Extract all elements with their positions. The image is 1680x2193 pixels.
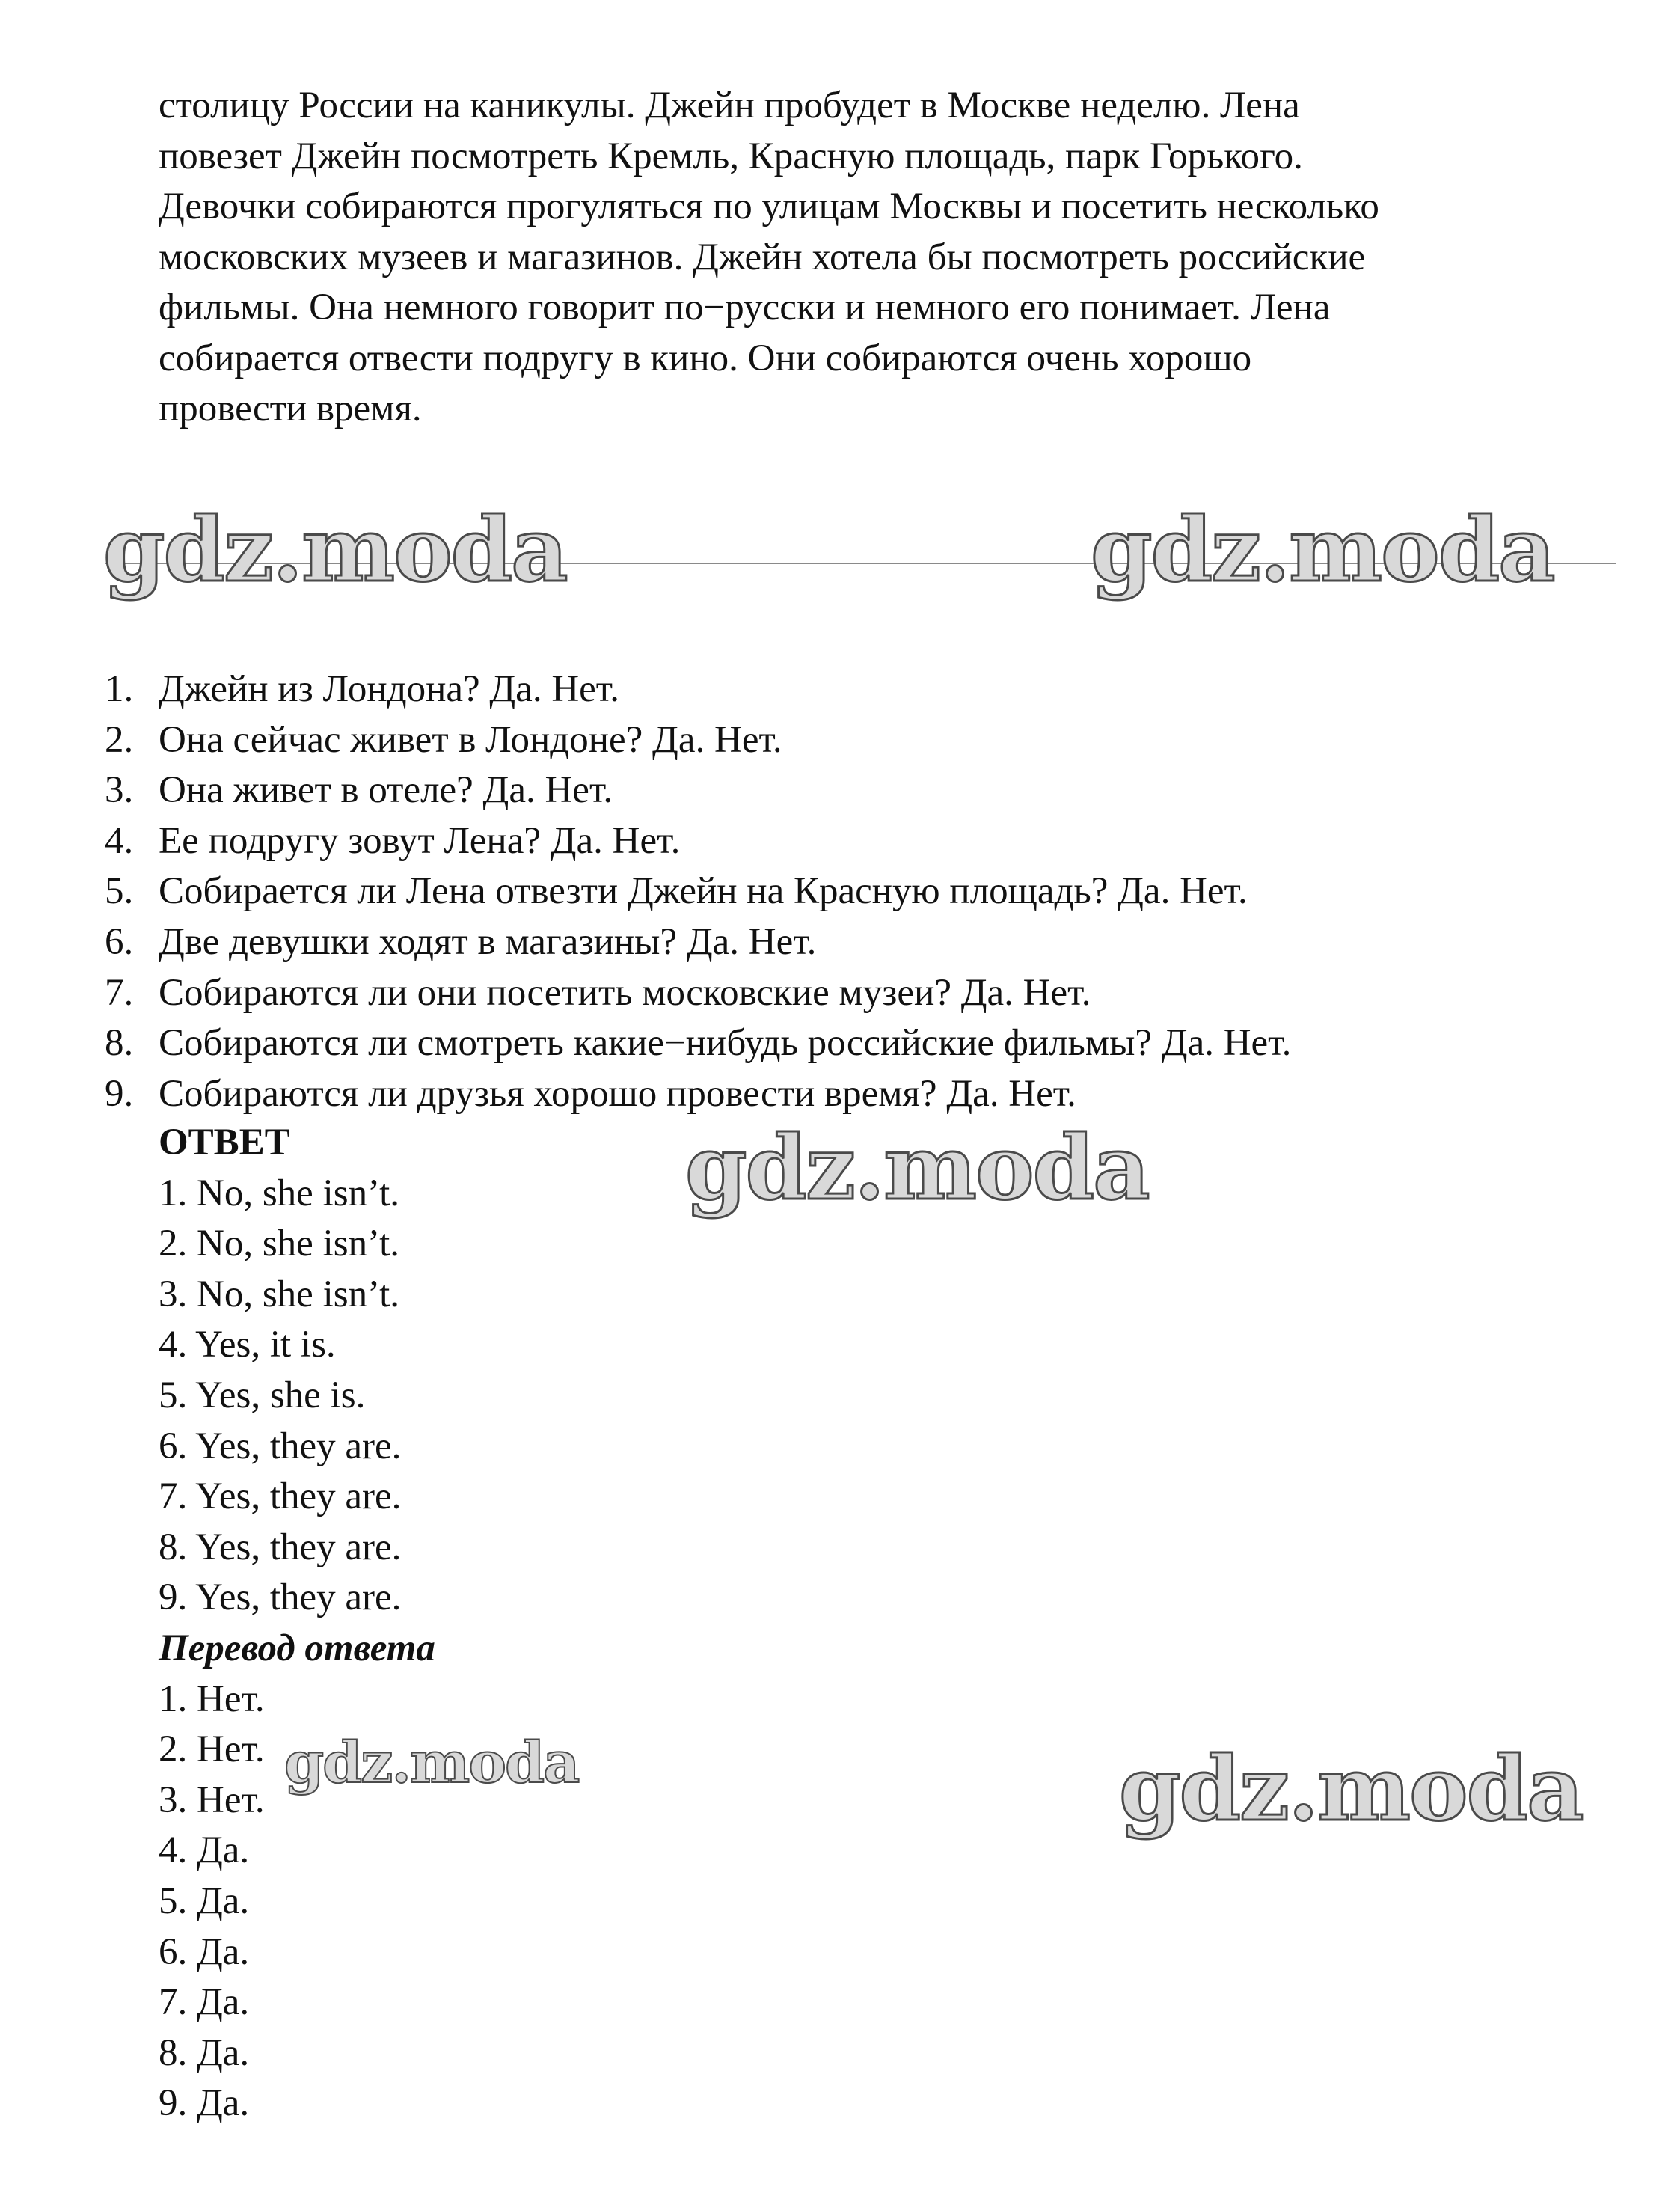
- list-item: [105, 664, 1646, 715]
- list-item: [105, 866, 1646, 917]
- answer-heading: ОТВЕТ: [159, 1122, 290, 1163]
- list-number: 4.: [105, 819, 134, 862]
- question-text: Собираются ли они посетить московские музеи? Да. Нет.: [159, 971, 1091, 1014]
- intro-line: провести время.: [159, 388, 422, 429]
- intro-line: повезет Джейн посмотреть Кремль, Красную площадь, парк Горького.: [159, 135, 1303, 177]
- translation-line: 2. Нет.: [159, 1728, 265, 1771]
- list-item: [105, 765, 1646, 816]
- translation-line: 1. Нет.: [159, 1677, 265, 1720]
- list-number: 3.: [105, 769, 134, 812]
- watermark-logo: gdz.moda: [685, 1116, 1149, 1220]
- question-text: Собираются ли друзья хорошо провести время? Да. Нет.: [159, 1072, 1076, 1115]
- list-item: [105, 917, 1646, 968]
- answer-line: 5. Yes, she is.: [159, 1374, 366, 1416]
- list-number: 9.: [105, 1072, 134, 1115]
- question-text: Она живет в отеле? Да. Нет.: [159, 769, 613, 812]
- answer-line: 9. Yes, they are.: [159, 1576, 402, 1619]
- list-number: 8.: [105, 1022, 134, 1065]
- list-item: [105, 1069, 1646, 1120]
- watermark-logo: gdz.moda: [284, 1729, 579, 1796]
- intro-line: столицу России на каникулы. Джейн пробудет в Москве неделю. Лена: [159, 85, 1300, 126]
- list-number: 6.: [105, 920, 134, 963]
- translation-line: 8. Да.: [159, 2031, 250, 2074]
- answer-line: 4. Yes, it is.: [159, 1324, 336, 1366]
- intro-paragraph: [159, 81, 1625, 435]
- watermark-logo: gdz.moda: [1091, 498, 1554, 602]
- intro-line: московских музеев и магазинов. Джейн хотела бы посмотреть российские: [159, 236, 1366, 278]
- question-text: Ее подругу зовут Лена? Да. Нет.: [159, 819, 681, 862]
- list-number: 2.: [105, 718, 134, 761]
- question-text: Собирается ли Лена отвезти Джейн на Красную площадь? Да. Нет.: [159, 870, 1248, 913]
- translation-line: 7. Да.: [159, 1981, 250, 2024]
- intro-line: собирается отвести подругу в кино. Они собираются очень хорошо: [159, 337, 1252, 379]
- list-number: 1.: [105, 668, 134, 710]
- list-item: [105, 715, 1646, 766]
- list-item: [105, 816, 1646, 867]
- translation-line: 5. Да.: [159, 1880, 250, 1922]
- intro-line: Девочки собираются прогуляться по улицам Москвы и посетить несколько: [159, 186, 1379, 227]
- answer-line: 7. Yes, they are.: [159, 1475, 402, 1518]
- translation-line: 6. Да.: [159, 1930, 250, 1973]
- watermark-logo: gdz.moda: [103, 498, 567, 602]
- answer-line: 6. Yes, they are.: [159, 1425, 402, 1467]
- question-text: Собираются ли смотреть какие−нибудь российские фильмы? Да. Нет.: [159, 1022, 1292, 1065]
- question-text: Джейн из Лондона? Да. Нет.: [159, 668, 619, 710]
- list-number: 5.: [105, 870, 134, 913]
- answer-line: 8. Yes, they are.: [159, 1526, 402, 1568]
- answer-line: 3. No, she isn’t.: [159, 1273, 400, 1315]
- translation-line: 3. Нет.: [159, 1778, 265, 1821]
- question-text: Две девушки ходят в магазины? Да. Нет.: [159, 920, 817, 963]
- watermark-logo: gdz.moda: [1119, 1737, 1583, 1841]
- answer-section: [159, 1118, 435, 2129]
- question-list: [105, 664, 1646, 1119]
- translation-line: 9. Да.: [159, 2082, 250, 2125]
- answer-line: 2. No, she isn’t.: [159, 1223, 400, 1265]
- translation-heading: Перевод ответа: [159, 1627, 435, 1669]
- answer-line: 1. No, she isn’t.: [159, 1172, 400, 1214]
- translation-line: 4. Да.: [159, 1829, 250, 1872]
- list-item: [105, 1018, 1646, 1069]
- list-item: [105, 968, 1646, 1019]
- question-text: Она сейчас живет в Лондоне? Да. Нет.: [159, 718, 782, 761]
- intro-line: фильмы. Она немного говорит по−русски и немного его понимает. Лена: [159, 287, 1331, 328]
- list-number: 7.: [105, 971, 134, 1014]
